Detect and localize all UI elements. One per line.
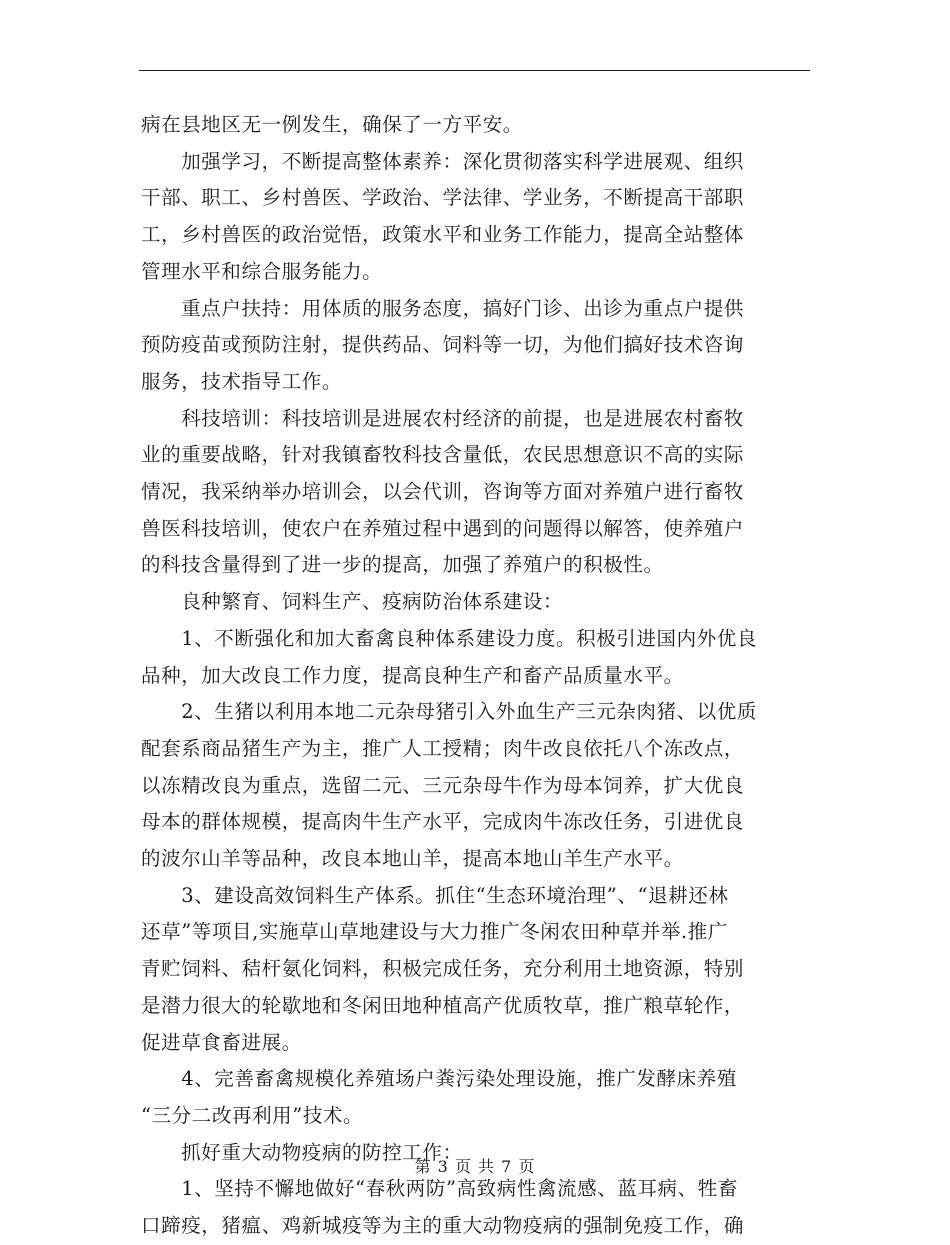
text-line: 干部、职工、乡村兽医、学政治、学法律、学业务，不断提高干部职 bbox=[141, 186, 745, 210]
text-line: 重点户扶持：用体质的服务态度，搞好门诊、出诊为重点户提供 bbox=[141, 296, 745, 320]
text-line: “三分二改再利用”技术。 bbox=[141, 1103, 364, 1127]
text-line: 青贮饲料、秸杆氨化饲料，积极完成任务，充分利用土地资源，特别 bbox=[141, 957, 745, 981]
text-line: 加强学习，不断提高整体素养：深化贯彻落实科学进展观、组织 bbox=[141, 149, 745, 173]
text-line: 病在县地区无一例发生，确保了一方平安。 bbox=[141, 113, 523, 136]
text-line: 是潜力很大的轮歇地和冬闲田地种植高产优质牧草，推广粮草轮作， bbox=[141, 993, 745, 1017]
text-line: 配套系商品猪生产为主，推广人工授精；肉牛改良依托八个冻改点， bbox=[141, 736, 745, 760]
text-line: 管理水平和综合服务能力。 bbox=[141, 259, 383, 283]
text-line: 4、完善畜禽规模化养殖场户粪污染处理设施，推广发酵床养殖 bbox=[141, 1067, 737, 1091]
text-line: 促进草食畜进展。 bbox=[141, 1030, 302, 1054]
text-line: 兽医科技培训，使农户在养殖过程中遇到的问题得以解答，使养殖户 bbox=[141, 516, 745, 540]
text-line: 品种，加大改良工作力度，提高良种生产和畜产品质量水平。 bbox=[141, 663, 684, 687]
text-line: 以冻精改良为重点，选留二元、三元杂母牛作为母本饲养，扩大优良 bbox=[141, 773, 745, 797]
text-line: 2、生猪以利用本地二元杂母猪引入外血生产三元杂肉猪、以优质 bbox=[141, 700, 758, 724]
text-line: 情况，我采纳举办培训会，以会代训，咨询等方面对养殖户进行畜牧 bbox=[141, 480, 745, 504]
text-line: 3、建设高效饲料生产体系。抓住“生态环境治理”、“退耕还林 bbox=[141, 883, 729, 907]
document-body bbox=[141, 107, 811, 1245]
text-line: 良种繁育、饲料生产、疫病防治体系建设： bbox=[141, 590, 564, 614]
text-line: 1、坚持不懈地做好“春秋两防”高致病性禽流感、蓝耳病、牲畜 bbox=[141, 1177, 738, 1201]
header-rule bbox=[139, 70, 810, 71]
text-line: 科技培训：科技培训是进展农村经济的前提，也是进展农村畜牧 bbox=[141, 406, 745, 430]
text-line: 工，乡村兽医的政治觉悟，政策水平和业务工作能力，提高全站整体 bbox=[141, 223, 745, 247]
page-number-footer: 第 3 页 共 7 页 bbox=[414, 1157, 536, 1176]
text-line: 服务，技术指导工作。 bbox=[141, 369, 343, 393]
text-line: 还草”等项目,实施草山草地建设与大力推广冬闲农田种草并举.推广 bbox=[141, 920, 728, 944]
text-line: 口蹄疫，猪瘟、鸡新城疫等为主的重大动物疫病的强制免疫工作，确 bbox=[141, 1214, 745, 1238]
text-line: 的科技含量得到了进一步的提高，加强了养殖户的积极性。 bbox=[141, 553, 664, 577]
text-line: 预防疫苗或预防注射，提供药品、饲料等一切，为他们搞好技术咨询 bbox=[141, 333, 745, 357]
text-line: 母本的群体规模，提高肉牛生产水平，完成肉牛冻改任务，引进优良 bbox=[141, 810, 745, 834]
text-line: 1、不断强化和加大畜禽良种体系建设力度。积极引进国内外优良 bbox=[141, 626, 758, 650]
text-line: 的波尔山羊等品种，改良本地山羊，提高本地山羊生产水平。 bbox=[141, 847, 684, 871]
text-line: 业的重要战略，针对我镇畜牧科技含量低，农民思想意识不高的实际 bbox=[141, 443, 745, 467]
text-line: 抓好重大动物疫病的防控工作： bbox=[141, 1140, 463, 1164]
